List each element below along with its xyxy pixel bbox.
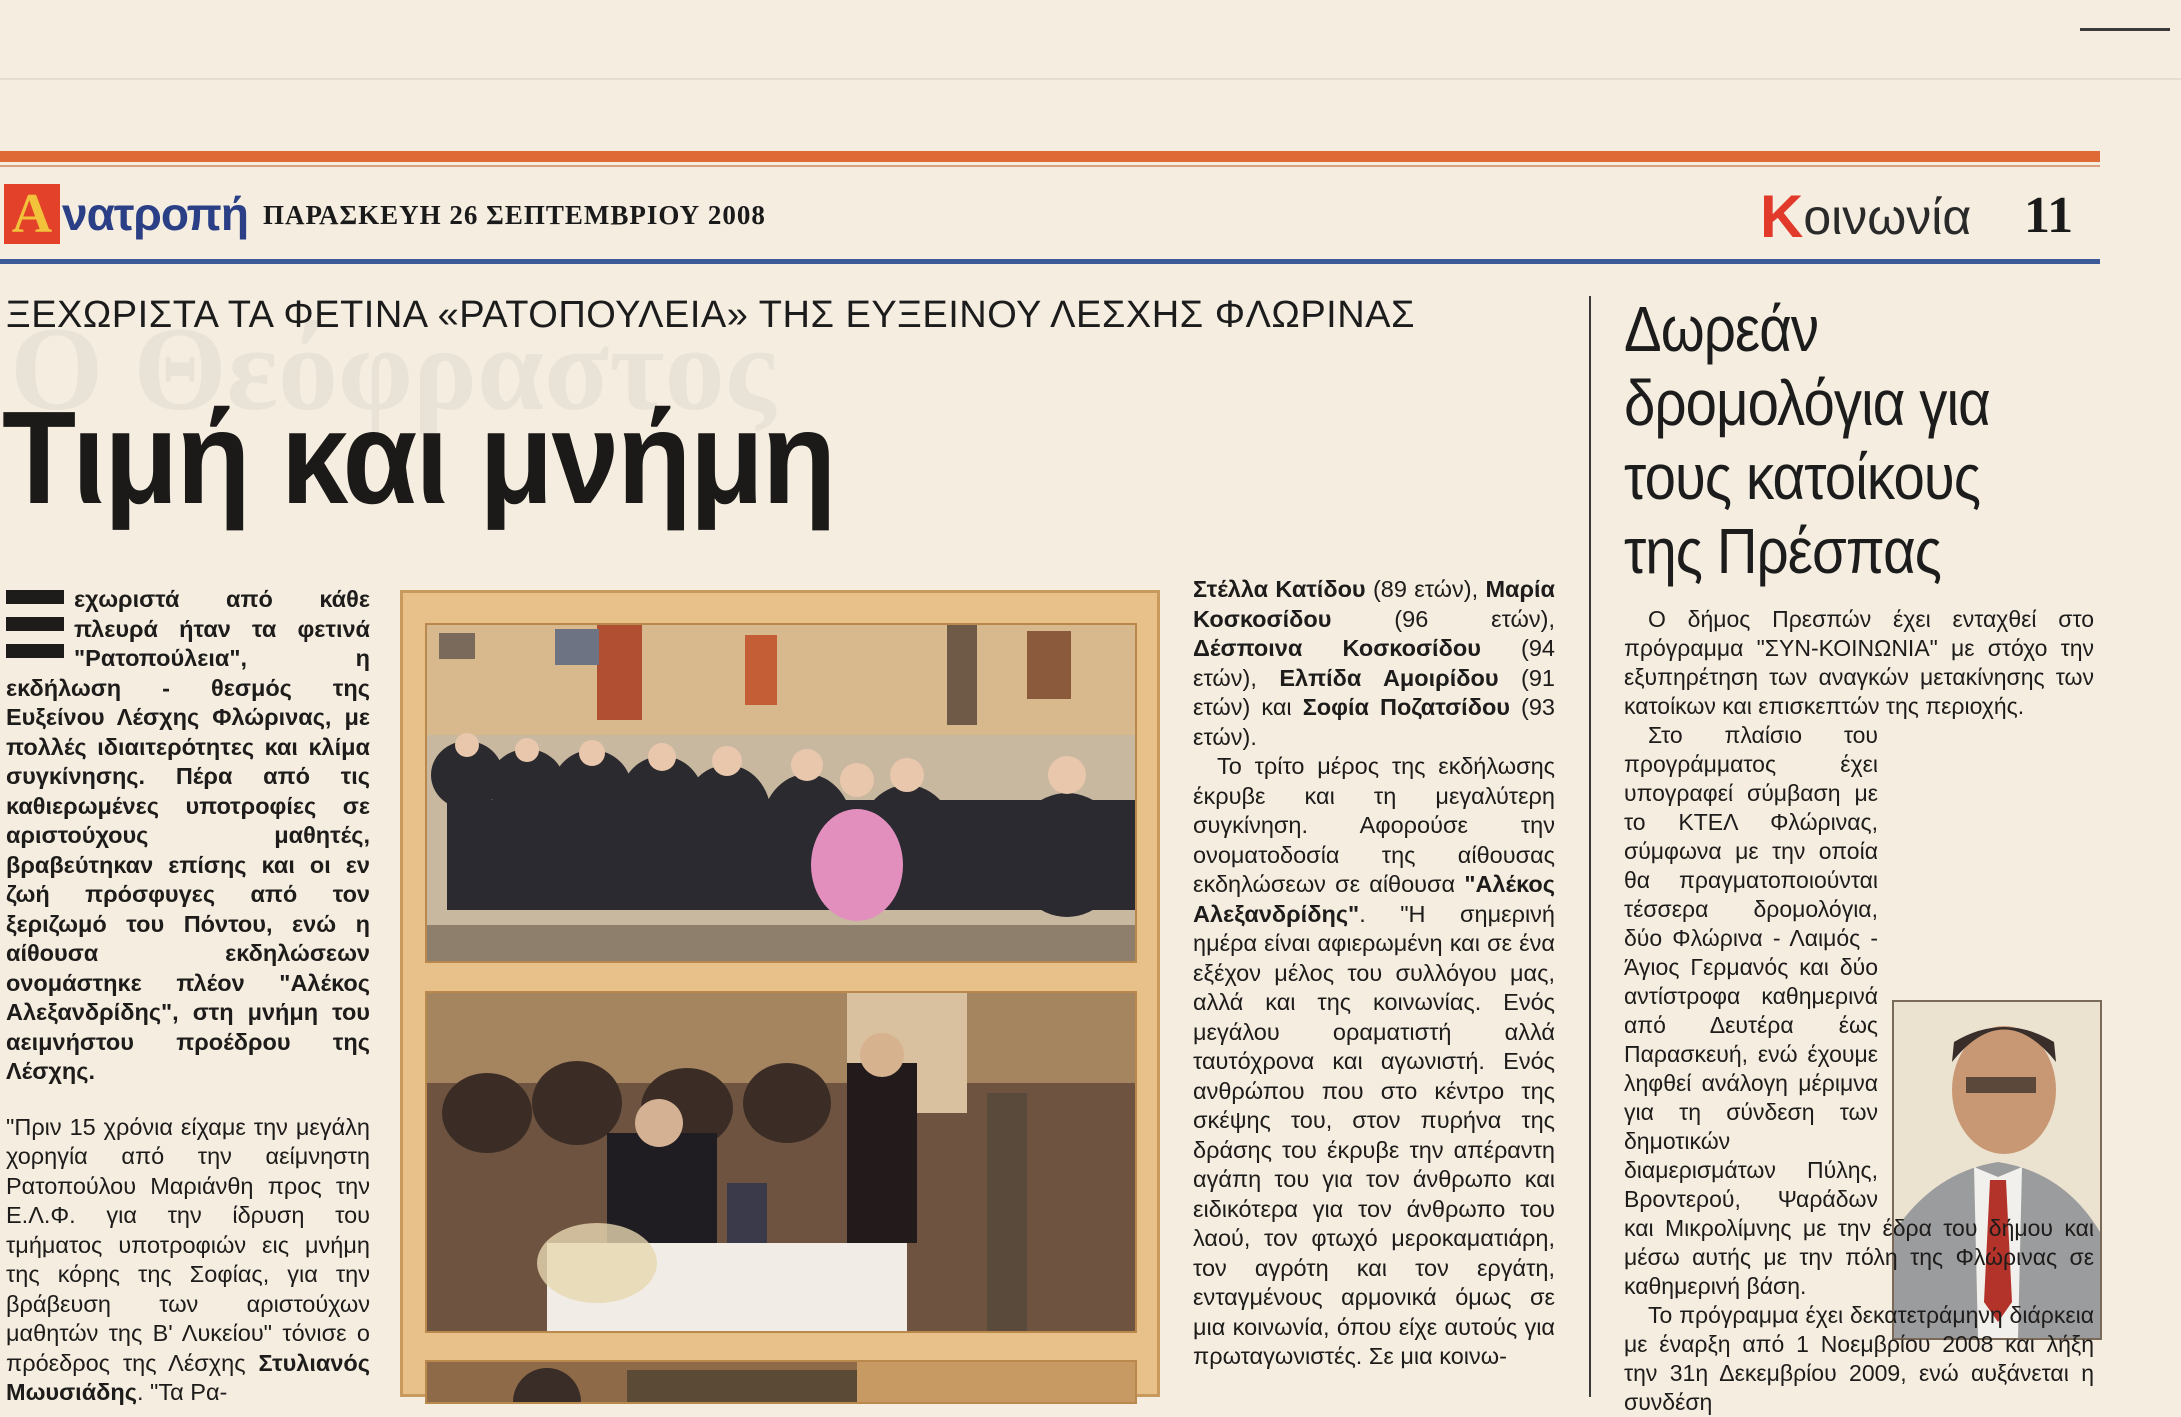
- page-number: 11: [2024, 187, 2074, 244]
- honoree-name: Δέσποινα Κοσκοσίδου: [1193, 635, 1481, 661]
- issue-date: ΠΑΡΑΣΚΕΥΗ 26 ΣΕΠΤΕΜΒΡΙΟΥ 2008: [263, 200, 766, 230]
- portrait-wrap-space: [1878, 876, 2100, 1214]
- third-photo-image: [427, 1362, 1135, 1402]
- paper-fold-line: [0, 78, 2181, 80]
- speaker-photo: [425, 991, 1137, 1333]
- photo-frame: [400, 590, 1160, 1397]
- audience-photo: [425, 623, 1137, 963]
- section-name: οινωνία: [1803, 188, 1972, 245]
- masthead-orange-bar: [0, 151, 2100, 162]
- honoree-name: Μαρία Κοσκοσίδου: [1193, 576, 1555, 632]
- honoree-name: Σοφία Ποζατσίδου: [1302, 694, 1510, 720]
- newspaper-logo: [4, 182, 248, 246]
- logo-wordmark: νατροπή: [62, 188, 248, 240]
- section-title: [1760, 182, 1971, 251]
- masthead-blue-rule: [0, 259, 2100, 264]
- quote-speaker: Στυλιανός Μωυσιάδης: [6, 1349, 370, 1405]
- speaker-photo-image: [427, 993, 1135, 1331]
- honoree-age: (93 ετών).: [1193, 694, 1555, 750]
- honoree-age: (89 ετών),: [1365, 576, 1486, 602]
- article-column-3: [1193, 575, 1555, 1372]
- masthead-thin-rule: [0, 165, 2100, 167]
- paper-edge-mark: [2080, 28, 2170, 31]
- article-column-1: [6, 585, 370, 1408]
- drop-cap-xi: [6, 590, 64, 658]
- side-paragraph-2: Στο πλαίσιο του προγράμματος έχει υπογραφεί σύμβαση με το ΚΤΕΛ Φλώρινας, σύμφωνα με την οποία θα πραγματοποιούνται τέσσερα δρομολόγια, δύο Φλώρινα - Λαιμός - Άγιος Γερμανός και δύο αντίστροφα καθημερινά από Δευτέρα έως Παρασκευή, ενώ έχουμε ληφθεί ανάλογη μέριμνα για τη σύνδεση των δημοτικών διαμερισμάτων Πύλης, Βροντερού, Ψαράδων και Μικρολίμνης με την έδρα του δήμου και μέσω αυτής με την πόλη της Φλώρινας σε καθημερινή βάση.: [1624, 722, 2094, 1299]
- side-article-headline: Δωρεάν δρομολόγια για τους κατοίκους της Πρέσπας: [1624, 293, 1990, 587]
- logo-initial: Α: [4, 184, 60, 244]
- honoree-name: Ελπίδα Αμοιρίδου: [1279, 664, 1499, 691]
- paragraph-text: Το τρίτο μέρος της εκδήλωσης έκρυβε και τη μεγαλύτερη συγκίνηση. Αφορούσε την ονοματοδοσία της αίθουσας εκδηλώσεων σε αίθουσα: [1193, 753, 1555, 897]
- side-paragraph-3: Το πρόγραμμα έχει δεκατετράμηνη διάρκεια με έναρξη από 1 Νοεμβρίου 2008 και λήξη την 31η Δεκεμβρίου 2009, ενώ αυξάνεται η συνδέση: [1624, 1302, 2094, 1415]
- side-paragraph-1: Ο δήμος Πρεσπών έχει ενταχθεί στο πρόγραμμα "ΣΥΝ-ΚΟΙΝΩΝΙΑ" με στόχο την εξυπηρέτηση των αναγκών μετακίνησης των κατοίκων και επισκεπτών της περιοχής.: [1624, 606, 2094, 719]
- refugee-honorees: [1193, 575, 1555, 752]
- honoree-name: Στέλλα Κατίδου: [1193, 576, 1366, 602]
- third-photo-partial: [425, 1360, 1137, 1404]
- side-article-body: [1624, 603, 2094, 1417]
- section-initial: Κ: [1760, 183, 1804, 250]
- hall-naming-paragraph: [1193, 752, 1555, 1372]
- honoree-age: (91 ετών) και: [1193, 664, 1555, 720]
- article-headline: Τιμή και μνήμη: [2, 384, 835, 531]
- honoree-age: (94 ετών),: [1193, 635, 1555, 691]
- paragraph-text: . "Η σημερινή ημέρα είναι αφιερωμένη και σε ένα εξέχον μέλος του συλλόγου μας, αλλά και της κοινωνίας. Ενός μεγάλου οραματιστή αλλά ταυτόχρονα και αγωνιστή. Ενός ανθρώπου που στο κέντρο της σκέψης του, στον πυρήνα της δράσης του έκρυβε την απέραντη αγάπη του για τον άνθρωπο και ειδικότερα για τον άνθρωπο του λαού, τον φτωχό μεροκαματιάρη, τον αγρότη και τον εργάτη, ενταγμένους αρμονικά όμως σε μια κοινωνία, όπου είχε αυτούς για πρωταγωνιστές. Σε μια κοινω-: [1193, 900, 1555, 1369]
- article-kicker: ΞΕΧΩΡΙΣΤΑ ΤΑ ΦΕΤΙΝΑ «ΡΑΤΟΠΟΥΛΕΙΑ» ΤΗΣ ΕΥΞΕΙΝΟΥ ΛΕΣΧΗΣ ΦΛΩΡΙΝΑΣ: [6, 294, 1416, 336]
- hall-name: "Αλέκος Αλεξανδρίδης": [1193, 871, 1555, 927]
- article-lead: εχωριστά από κάθε πλευρά ήταν τα φετινά "Ρατοπούλεια", η εκδήλωση - θεσμός της Ευξείνου Λέσχης Φλώρινας, με πολλές ιδιαιτερότητες και κλίμα συγκίνησης. Πέρα από τις καθιερωμένες υποτροφίες σε αριστούχους μαθητές, βραβεύτηκαν επίσης και οι εν ζωή πρόσφυγες από τον ξεριζωμό του Πόντου, ενώ η αίθουσα εκδηλώσεων ονομάστηκε πλέον "Αλέκος Αλεξανδρίδης", στη μνήμη του αειμνήστου προέδρου της Λέσχης.: [6, 586, 370, 1084]
- column-divider: [1589, 296, 1591, 1397]
- quote-text: "Πριν 15 χρόνια είχαμε την μεγάλη χορηγία από την αείμνηστη Ρατοπούλου Μαριάνθη προς την Ε.Λ.Φ. για την ίδρυση του τμήματος υποτροφιών εις μνήμη της κόρης της Σοφίας, για την βράβευση των αριστούχων μαθητών της Β' Λυκείου" τόνισε ο πρόεδρος της Λέσχης: [6, 1113, 370, 1376]
- honoree-age: (96 ετών),: [1331, 605, 1555, 632]
- article-quote: [6, 1113, 370, 1408]
- quote-tail: . "Τα Ρα-: [136, 1379, 228, 1405]
- audience-photo-image: [427, 625, 1135, 961]
